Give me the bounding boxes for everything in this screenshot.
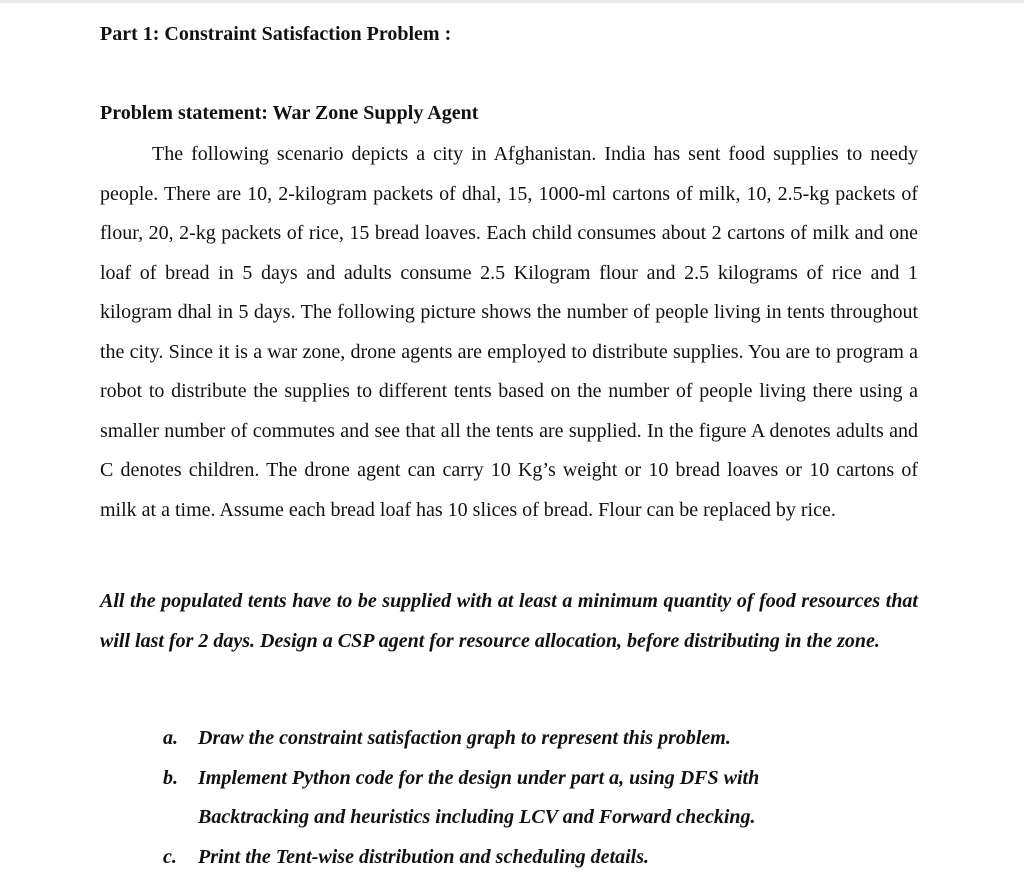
problem-heading: Problem statement: War Zone Supply Agent bbox=[100, 102, 479, 124]
task-marker: c. bbox=[163, 845, 177, 868]
task-text: Print the Tent-wise distribution and scheduling details. bbox=[198, 845, 650, 868]
task-marker: a. bbox=[163, 727, 178, 749]
task-text: Implement Python code for the design under part a, using DFS with Backtracking and heuristics including LCV and Forward checking. bbox=[198, 766, 760, 828]
page-top-border bbox=[0, 0, 1024, 3]
task-item-c bbox=[163, 838, 863, 878]
task-text: Draw the constraint satisfaction graph to represent this problem. bbox=[198, 727, 731, 749]
task-item-b bbox=[163, 759, 863, 838]
task-marker: b. bbox=[163, 766, 178, 789]
task-item-a bbox=[163, 719, 863, 759]
task-list bbox=[163, 719, 863, 877]
part-heading: Part 1: Constraint Satisfaction Problem : bbox=[100, 23, 452, 45]
task-statement: All the populated tents have to be supplied with at least a minimum quantity of food resources that will last for 2 days. Design a CSP agent for resource allocation, before distributing in the zone. bbox=[100, 590, 918, 652]
problem-description: The following scenario depicts a city in Afghanistan. India has sent food supplies to needy people. There are 10, 2-kilogram packets of dhal, 15, 1000-ml cartons of milk, 10, 2.5-kg packets of flour, 20, 2-kg packets of rice, 15 bread loaves. Each child consumes about 2 cartons of milk and one loaf of bread in 5 days and adults consume 2.5 Kilogram flour and 2.5 kilograms of rice and 1 kilogram dhal in 5 days. The following picture shows the number of people living in tents throughout the city. Since it is a war zone, drone agents are employed to distribute supplies. You are to program a robot to distribute the supplies to different tents based on the number of people living there using a smaller number of commutes and see that all the tents are supplied. In the figure A denotes adults and C denotes children. The drone agent can carry 10 Kg’s weight or 10 bread loaves or 10 cartons of milk at a time. Assume each bread loaf has 10 slices of bread. Flour can be replaced by rice. bbox=[100, 143, 918, 521]
